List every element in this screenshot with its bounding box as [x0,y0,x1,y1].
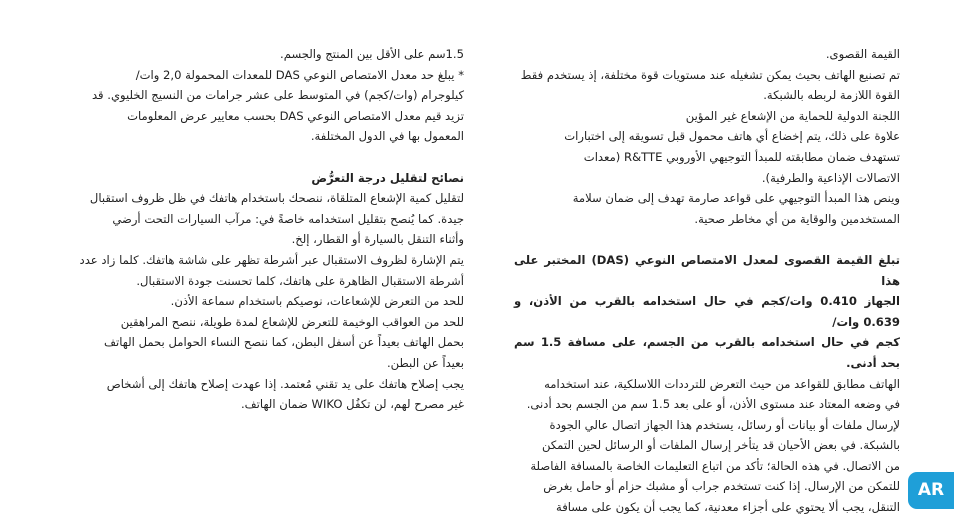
text-line: تم تصنيع الهاتف بحيث يمكن تشغيله عند مستويات قوة مختلفة، إذ يستخدم فقط [520,67,900,82]
text-line: اللجنة الدولية للحماية من الإشعاع غير المؤين [685,108,900,123]
bold-text-line: الجهاز 0.410 وات/كجم في حال استخدامه بالقرب من الأذن، و 0.639 وات/ [514,294,901,329]
text-line: الاتصالات الإذاعية والطرفية). [761,170,900,185]
text-line: بعيداً عن البطن. [386,355,464,370]
text-line: للحد من العواقب الوخيمة للتعرض للإشعاع لمدة طويلة، ننصح المراهقين [120,314,464,329]
text-line: بالشبكة. في بعض الأحيان قد يتأخر إرسال الملفات أو الرسائل لحين التمكن [541,438,900,453]
right-column-text [514,44,900,229]
paragraph-spacer [59,147,464,168]
text-line: تزيد قيم معدل الامتصاص النوعي DAS بحسب معايير عرض المعلومات [127,108,464,123]
text-line: الهاتف مطابق للقواعد من حيث التعرض للترددات اللاسلكية، عند استخدامه [544,376,900,391]
text-line: أشرطة الاستقبال الظاهرة على هاتفك، كلما تحسنت جودة الاستقبال. [136,273,464,288]
text-line: التنقل، يجب ألا يحتوي على أجزاء معدنية، كما يجب أن يكون على مسافة [556,500,900,515]
bold-text-line: كجم في حال استخدامه بالقرب من الجسم، على مسافة 1.5 سم بحد أدنى. [514,335,900,370]
text-line: علاوة على ذلك، يتم إخضاع أي هاتف محمول قبل تسويقه إلى اختبارات [564,129,900,144]
right-column [514,44,900,518]
left-column [59,44,464,415]
text-line: للتمكن من الإرسال. إذا كنت تستخدم جراب أو مشبك حزام أو حامل بغرض [543,479,900,494]
text-line: كيلوجرام (وات/كجم) في المتوسط على عشر جرامات من النسيج الخليوي. قد [91,88,464,103]
exposure-tips-heading: نصائح لتقليل درجة التعرُّض [311,170,464,185]
text-line: جيدة. كما يُنصح بتقليل استخدامه خاصةً في: مرآب السيارات التحت أرضي [112,211,464,226]
text-line: * يبلغ حد معدل الامتصاص النوعي DAS للمعدات المحمولة 2,0 وات/ [135,67,464,82]
paragraph-spacer [514,229,900,250]
sar-value-statement [514,250,900,374]
language-badge: AR [908,472,954,509]
text-line: للحد من التعرض للإشعاعات، نوصيكم باستخدام سماعة الأذن. [170,294,464,309]
text-line: في وضعه المعتاد عند مستوى الأذن، أو على بعد 1.5 سم من الجسم بحد أدنى. [526,397,900,412]
exposure-tips-text [59,188,464,415]
text-line: 1.5سم على الأقل بين المنتج والجسم. [280,47,464,61]
text-line: من الاتصال. في هذه الحالة؛ تأكد من اتباع التعليمات الخاصة بالمسافة الفاصلة [530,458,900,473]
text-line: تستهدف ضمان مطابقته للمبدأ التوجيهي الأوروبي R&TTE (معدات [583,149,900,164]
text-line: القيمة القصوى. [825,47,900,61]
right-column-text-continued [514,374,900,518]
text-line: بحمل الهاتف بعيداً عن أسفل البطن، كما ننصح النساء الحوامل بحمل الهاتف [104,335,464,350]
text-line: يجب إصلاح هاتفك على يد تقني مُعتمد. إذا عهدت إصلاح هاتفك إلى أشخاص [106,376,464,391]
bold-text-line: تبلغ القيمة القصوى لمعدل الامتصاص النوعي (DAS) المختبر على هذا [514,252,901,288]
text-line: لتقليل كمية الإشعاع المتلقاة، ننصحك باستخدام هاتفك في ظل ظروف استقبال [89,191,464,206]
text-line: وينص هذا المبدأ التوجيهي على قواعد صارمة تهدف إلى ضمان سلامة [572,191,900,206]
text-line: المستخدمين والوقاية من أي مخاطر صحية. [694,211,900,226]
text-line: غير مصرح لهم، لن تكفُل WIKO ضمان الهاتف. [241,397,464,412]
text-line: القوة اللازمة لربطه بالشبكة. [763,88,900,103]
left-column-text [59,44,464,147]
text-line: المعمول بها في الدول المختلفة. [310,129,464,144]
text-line: وأثناء التنقل بالسيارة أو القطار، إلخ. [291,232,464,247]
text-line: لإرسال ملفات أو بيانات أو رسائل، يستخدم هذا الجهاز اتصال عالي الجودة [549,417,900,432]
text-line: يتم الإشارة لظروف الاستقبال عبر أشرطة تظهر على شاشة هاتفك. كلما زاد عدد [79,252,464,267]
